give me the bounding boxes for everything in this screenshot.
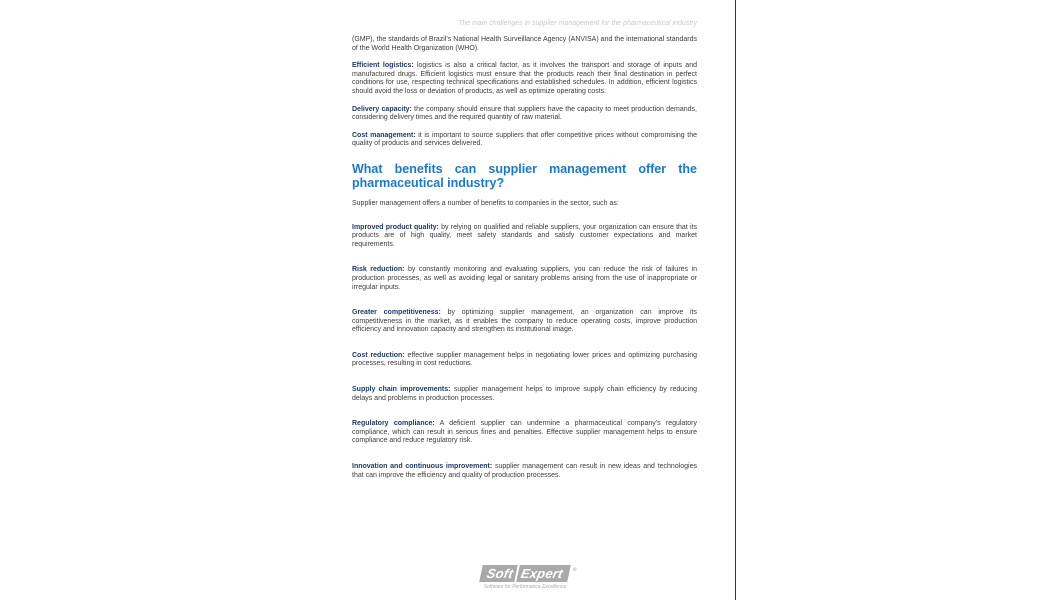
text-improved-product-quality: by relying on qualified and reliable suppliers, your organization can ensure that its products are of high quality, meet safety standards and satisfy customer expectations and market requirements. — [352, 223, 697, 248]
logo-tagline: Software for Performance Excellence — [483, 584, 567, 590]
term-greater-competitiveness: Greater competitiveness: — [352, 309, 441, 317]
paragraph-regulatory-compliance — [352, 420, 697, 446]
paragraph-innovation — [352, 463, 697, 480]
document-page — [312, 0, 736, 600]
paragraph-efficient-logistics — [352, 62, 697, 96]
text-supply-chain-improvements: supplier management helps to improve supply chain efficiency by reducing delays and problems in production processes. — [352, 386, 697, 402]
term-efficient-logistics: Efficient logistics: — [352, 62, 414, 70]
text-cost-management: it is important to source suppliers that offer competitive prices without compromising the quality of products and services delivered. — [352, 131, 697, 148]
paragraph-supply-chain-improvements — [352, 386, 697, 403]
running-header: The main challenges in supplier management for the pharmaceutical industry — [458, 20, 697, 27]
section-heading: What benefits can supplier management offer the pharmaceutical industry? — [352, 161, 697, 190]
text-efficient-logistics: logistics is also a critical factor, as it involves the transport and storage of inputs and manufactured drugs. Efficient logistics must ensure that the products reach their final destination in perfect conditions for use, respecting technical specifications and established schedules. In addition, efficient logistics should avoid the loss or deviation of products, as well as optimize operating costs. — [352, 62, 697, 95]
section-intro: Supplier management offers a number of benefits to companies in the sector, such as: — [352, 199, 619, 207]
text-greater-competitiveness: by optimizing supplier management, an organization can improve its competitiveness in the market, as it enables the company to reduce operating costs, improve production efficiency and innovation capacity and strengthen its institutional image. — [352, 309, 697, 334]
logo-word-expert: Expert — [519, 566, 565, 581]
term-delivery-capacity: Delivery capacity: — [352, 105, 412, 113]
term-risk-reduction: Risk reduction: — [352, 266, 405, 274]
paragraph-improved-product-quality — [352, 224, 697, 250]
paragraph-delivery-capacity — [352, 106, 697, 123]
logo-word-soft: Soft — [485, 566, 515, 581]
text-delivery-capacity: the company should ensure that suppliers have the capacity to meet production demands, considering delivery times and the required quantity of raw material. — [352, 105, 697, 122]
page-content — [352, 36, 697, 480]
text-innovation: supplier management can result in new ideas and technologies that can improve the efficiency and quality of production processes. — [352, 463, 697, 479]
paragraph-greater-competitiveness — [352, 309, 697, 335]
term-cost-reduction: Cost reduction: — [352, 351, 405, 359]
text-risk-reduction: by constantly monitoring and evaluating suppliers, you can reduce the risk of failures in production processes, as well as avoiding legal or sanitary problems arising from the use of inappropriate or irregular inputs. — [352, 266, 697, 291]
logo-mark — [479, 565, 578, 582]
term-supply-chain-improvements: Supply chain improvements: — [352, 386, 451, 394]
paragraph-cost-management — [352, 132, 697, 149]
registered-mark: ® — [572, 567, 578, 573]
text-regulatory-compliance: A deficient supplier can undermine a pharmaceutical company's regulatory compliance, which can result in serious fines and penalties. Effective supplier management helps to ensure compliance and reduce regulatory risk. — [352, 420, 698, 445]
term-innovation: Innovation and continuous improvement: — [352, 463, 493, 471]
term-cost-management: Cost management: — [352, 131, 416, 139]
paragraph-risk-reduction — [352, 266, 697, 292]
paragraph-gmp-continuation: (GMP), the standards of Brazil's National Health Surveillance Agency (ANVISA) and the international standards of the World Health Organization (WHO). — [352, 36, 697, 52]
text-cost-reduction: effective supplier management helps in negotiating lower prices and optimizing purchasing processes, resulting in cost reductions. — [352, 351, 697, 368]
paragraph-cost-reduction — [352, 352, 697, 369]
softexpert-logo — [470, 565, 580, 590]
term-improved-product-quality: Improved product quality: — [352, 223, 439, 231]
term-regulatory-compliance: Regulatory compliance: — [352, 420, 435, 428]
